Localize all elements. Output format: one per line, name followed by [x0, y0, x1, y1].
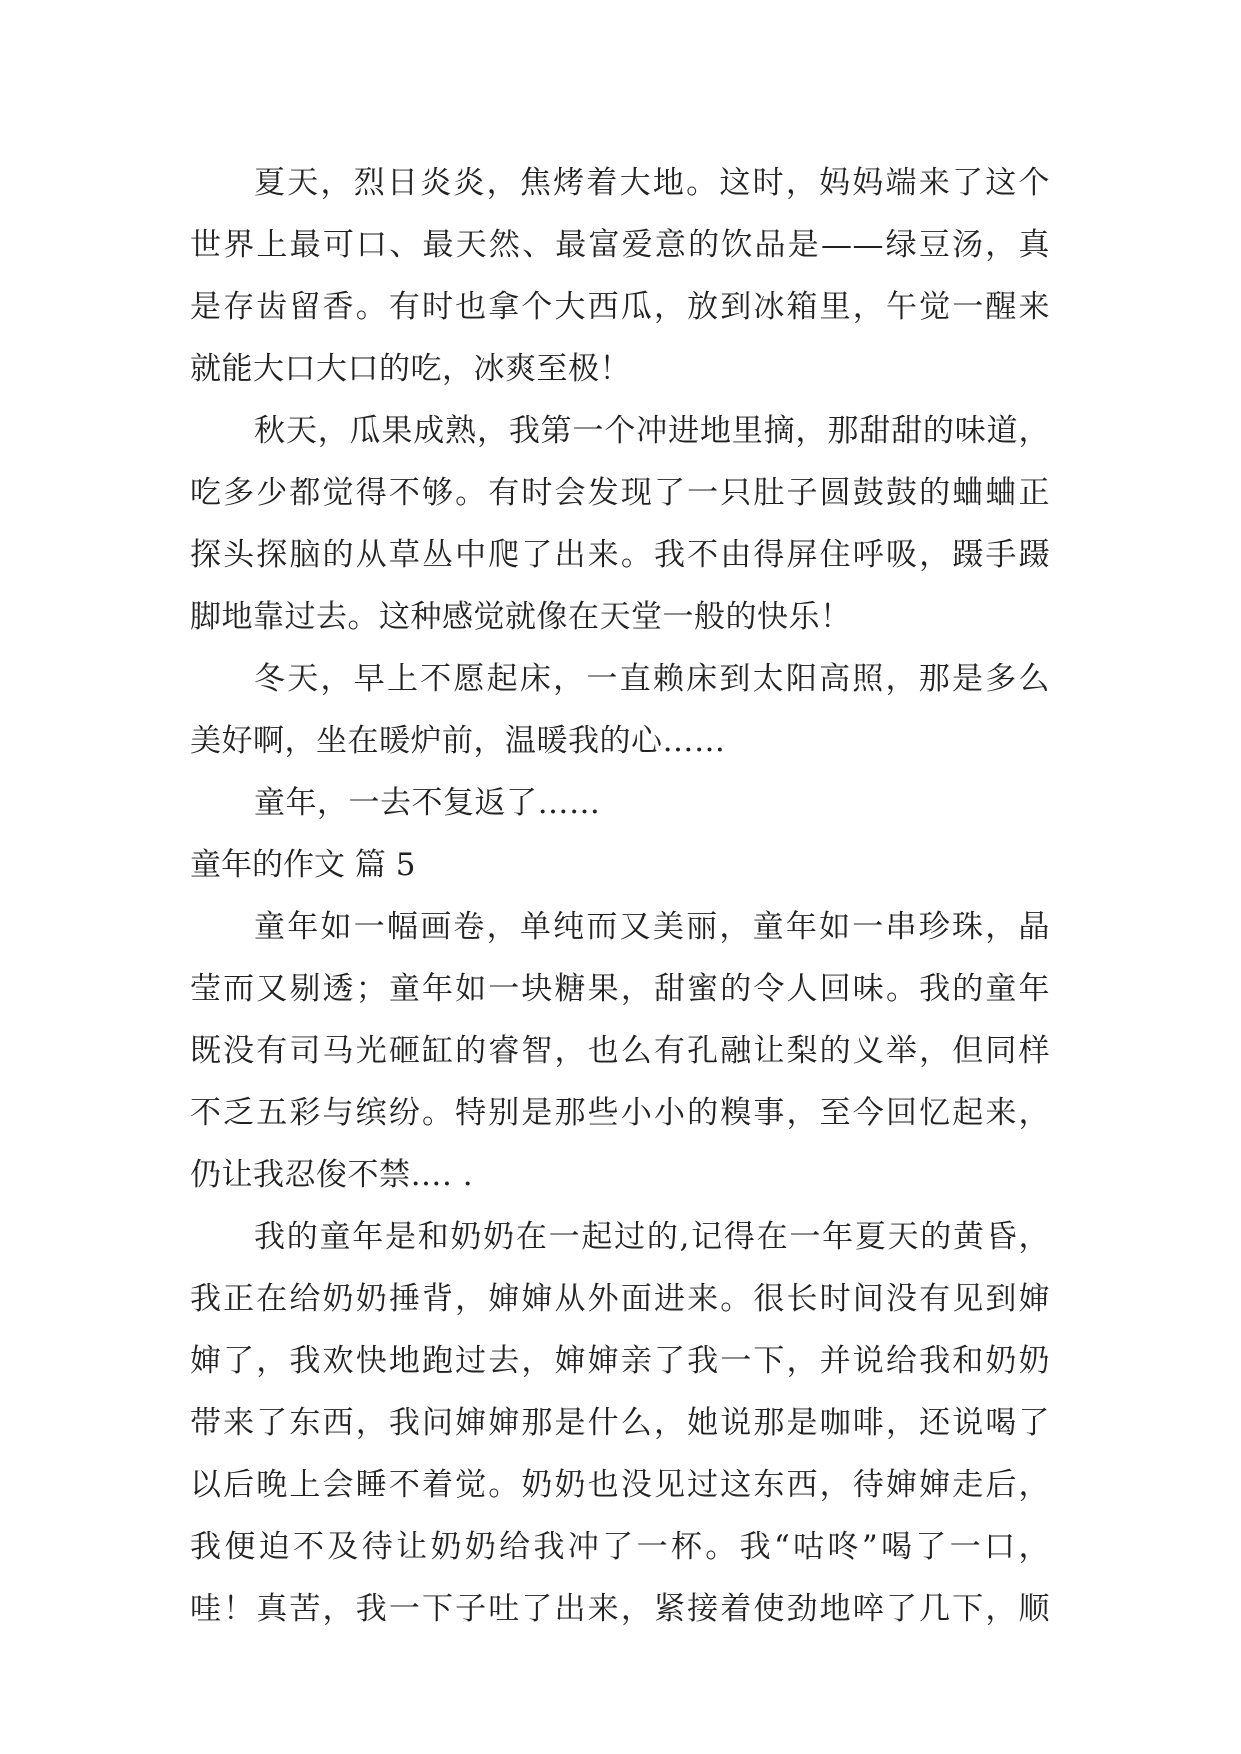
- paragraph-line: 脚地靠过去。这种感觉就像在天堂一般的快乐！: [190, 599, 852, 635]
- paragraph-coffee-story: [190, 1206, 1050, 1640]
- section-heading: 童年的作文 篇 5: [190, 847, 416, 883]
- paragraph-line: 婶了，我欢快地跑过去，婶婶亲了我一下，并说给我和奶奶: [190, 1343, 1050, 1379]
- paragraph-childhood-intro: [190, 896, 1050, 1206]
- paragraph-line: 童年如一幅画卷，单纯而又美丽，童年如一串珍珠，晶: [254, 909, 1050, 945]
- paragraph-line: 以后晚上会睡不着觉。奶奶也没见过这东西，待婶婶走后，: [190, 1467, 1050, 1503]
- paragraph-summer: [190, 152, 1050, 400]
- paragraph-line: 莹而又剔透；童年如一块糖果，甜蜜的令人回味。我的童年: [190, 971, 1050, 1007]
- paragraph-line: 世界上最可口、最天然、最富爱意的饮品是——绿豆汤，真: [190, 227, 1050, 263]
- paragraph-line: 我的童年是和奶奶在一起过的,记得在一年夏天的黄昏，: [254, 1219, 1050, 1255]
- document-body: [190, 152, 1050, 1640]
- paragraph-line: 哇！真苦，我一下子吐了出来，紧接着使劲地啐了几下，顺: [190, 1591, 1050, 1627]
- paragraph-line: 不乏五彩与缤纷。特别是那些小小的糗事，至今回忆起来，: [190, 1095, 1050, 1131]
- paragraph-line: 吃多少都觉得不够。有时会发现了一只肚子圆鼓鼓的蛐蛐正: [190, 475, 1050, 511]
- paragraph-line: 童年，一去不复返了……: [254, 785, 601, 821]
- paragraph-line: 既没有司马光砸缸的睿智，也么有孔融让梨的义举，但同样: [190, 1033, 1050, 1069]
- paragraph-line: 仍让我忍俊不禁…. .: [190, 1157, 474, 1193]
- paragraph-line: 我便迫不及待让奶奶给我冲了一杯。我“咕咚”喝了一口，: [190, 1529, 1050, 1565]
- paragraph-closing: [190, 772, 1050, 834]
- paragraph-autumn: [190, 400, 1050, 648]
- paragraph-line: 美好啊，坐在暖炉前，温暖我的心……: [190, 723, 726, 759]
- paragraph-line: 就能大口大口的吃，冰爽至极！: [190, 351, 631, 387]
- paragraph-line: 夏天，烈日炎炎，焦烤着大地。这时，妈妈端来了这个: [254, 165, 1050, 201]
- paragraph-line: 探头探脑的从草丛中爬了出来。我不由得屏住呼吸，蹑手蹑: [190, 537, 1050, 573]
- paragraph-line: 秋天，瓜果成熟，我第一个冲进地里摘，那甜甜的味道，: [254, 413, 1050, 449]
- paragraph-winter: [190, 648, 1050, 772]
- paragraph-line: 我正在给奶奶捶背，婶婶从外面进来。很长时间没有见到婶: [190, 1281, 1050, 1317]
- paragraph-line: 冬天，早上不愿起床，一直赖床到太阳高照，那是多么: [254, 661, 1050, 697]
- paragraph-line: 是存齿留香。有时也拿个大西瓜，放到冰箱里，午觉一醒来: [190, 289, 1050, 325]
- paragraph-line: 带来了东西，我问婶婶那是什么，她说那是咖啡，还说喝了: [190, 1405, 1050, 1441]
